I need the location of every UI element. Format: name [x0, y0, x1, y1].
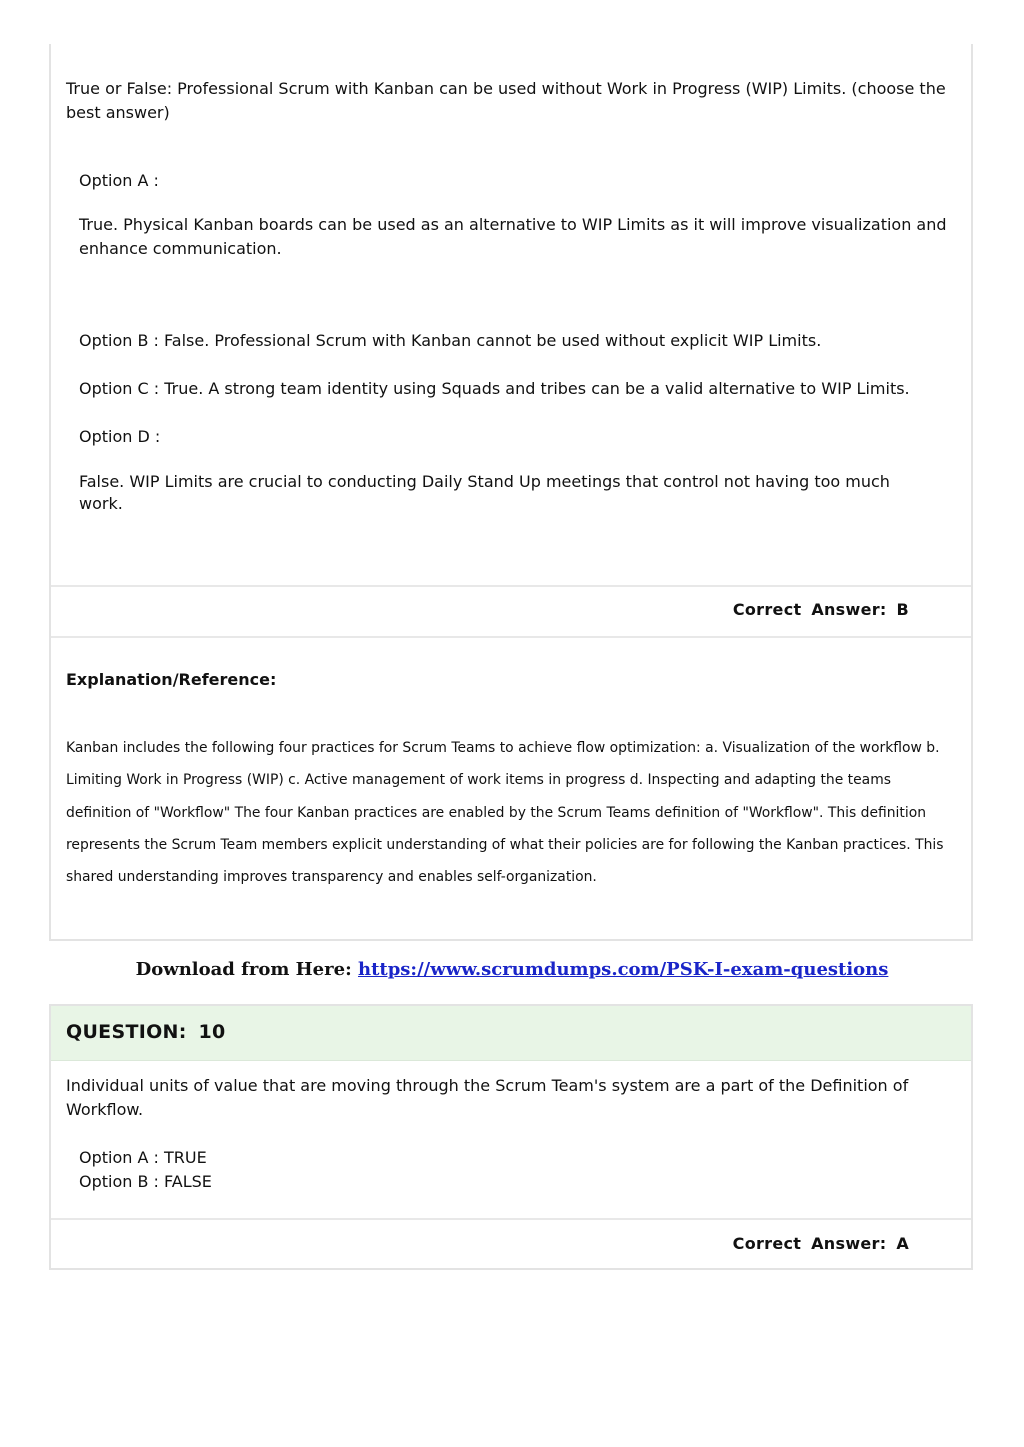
option-a-text: True. Physical Kanban boards can be used as an alternative to WIP Limits as it will improve visualization and enhance communication. [79, 215, 947, 258]
question-10-stem: Individual units of value that are moving through the Scrum Team's system are a part of the Definition of Workflow. [66, 1076, 909, 1119]
question-header [51, 1006, 971, 1061]
option-a-text: Option A : TRUE [79, 1148, 207, 1167]
question-title: QUESTION: 10 [66, 1021, 226, 1043]
option-d-text: False. WIP Limits are crucial to conducting Daily Stand Up meetings that control not having too much work. [79, 472, 890, 513]
question-10-card [49, 1004, 973, 1270]
option-c-text: Option C : True. A strong team identity using Squads and tribes can be a valid alternative to WIP Limits. [79, 379, 910, 398]
explanation-heading: Explanation/Reference: [66, 670, 277, 689]
question-9-stem: True or False: Professional Scrum with Kanban can be used without Work in Progress (WIP) Limits. (choose the best answer) [66, 79, 946, 122]
question-9-card [49, 44, 973, 941]
option-a-label: Option A : [79, 171, 159, 190]
download-link[interactable]: https://www.scrumdumps.com/PSK-I-exam-questions [358, 959, 889, 980]
download-line [0, 959, 1024, 980]
option-b-text: Option B : FALSE [79, 1172, 212, 1191]
explanation-body: Kanban includes the following four practices for Scrum Teams to achieve flow optimization: a. Visualization of the workflow b. Limiting Work in Progress (WIP) c. Active management of work items in progress d. Inspecting and adapting the teams definition of "Workflow" The four Kanban practices are enabled by the Scrum Teams definition of "Workflow". This definition represents the Scrum Team members explicit understanding of what their policies are for following the Kanban practices. This shared understanding improves transparency and enables self-organization. [66, 740, 944, 886]
correct-answer: Correct Answer: A [732, 1234, 909, 1253]
divider [51, 585, 971, 587]
divider [51, 636, 971, 638]
option-d-label: Option D : [79, 427, 161, 446]
correct-answer: Correct Answer: B [732, 600, 909, 619]
option-b-text: Option B : False. Professional Scrum with Kanban cannot be used without explicit WIP Limits. [79, 331, 822, 350]
download-label: Download from Here: [135, 959, 352, 980]
divider [51, 1218, 971, 1220]
